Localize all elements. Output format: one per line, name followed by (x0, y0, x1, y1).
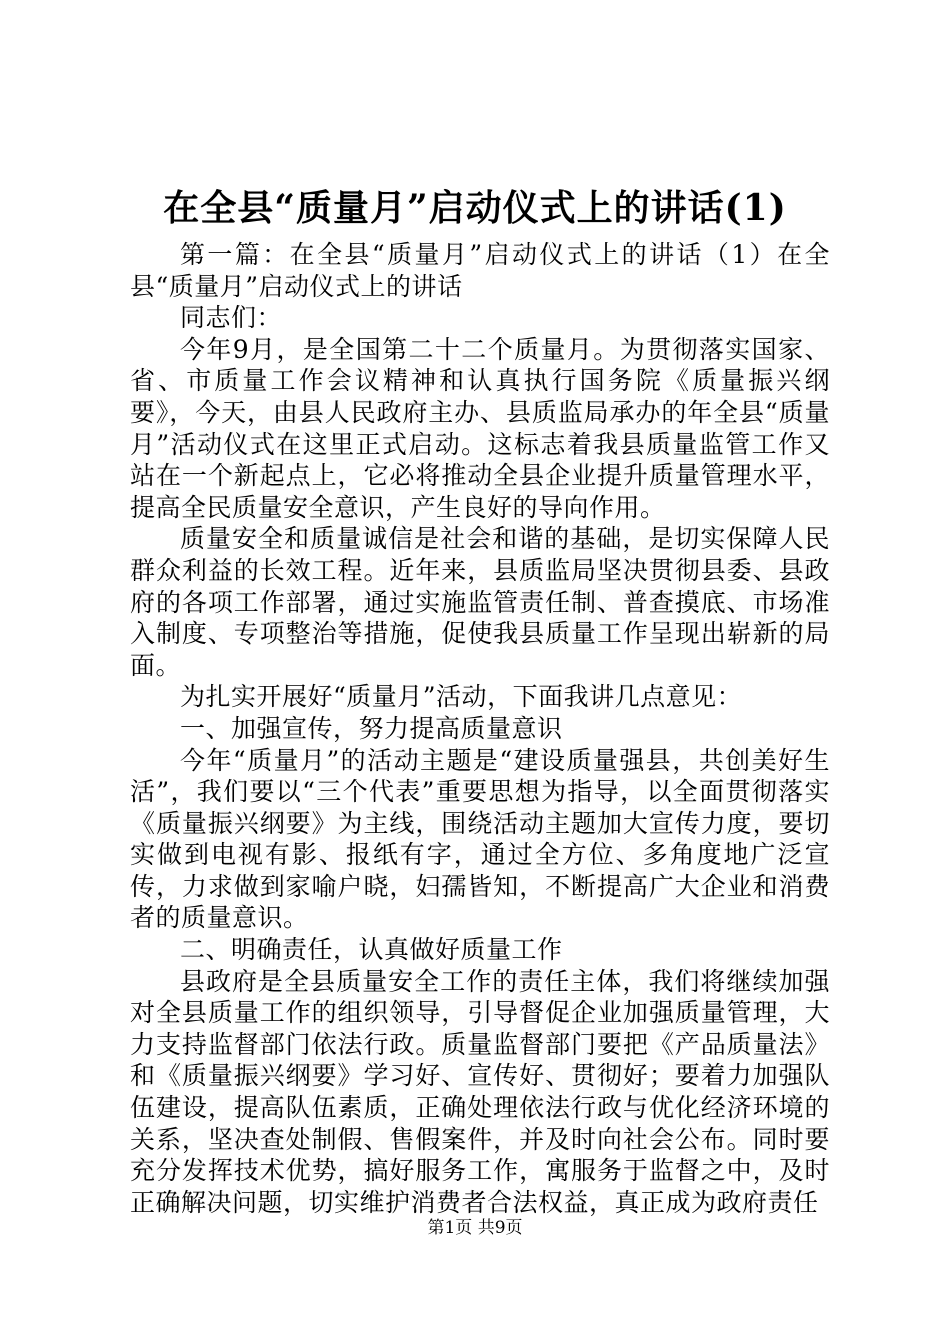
document-body (130, 239, 830, 1218)
paragraph: 县政府是全县质量安全工作的责任主体，我们将继续加强对全县质量工作的组织领导，引导督促企业加强质量管理，大力支持监督部门依法行政。质量监督部门要把《产品质量法》和《质量振兴纲要》学习好、宣传好、贯彻好；要着力加强队伍建设，提高队伍素质，正确处理依法行政与优化经济环境的关系，坚决查处制假、售假案件，并及时向社会公布。同时要充分发挥技术优势，搞好服务工作，寓服务于监督之中，及时正确解决问题，切实维护消费者合法权益，真正成为政府责任 (130, 966, 830, 1217)
document-title: 在全县“质量月”启动仪式上的讲话(1) (163, 187, 787, 229)
paragraph: 今年“质量月”的活动主题是“建设质量强县，共创美好生活”，我们要以“三个代表”重要思想为指导，以全面贯彻落实《质量振兴纲要》为主线，围绕活动主题加大宣传力度，要切实做到电视有影、报纸有字，通过全方位、多角度地广泛宣传，力求做到家喻户晓，妇孺皆知，不断提高广大企业和消费者的质量意识。 (130, 745, 830, 933)
page-footer: 第1页 共9页 (427, 1218, 523, 1238)
paragraph: 质量安全和质量诚信是社会和谐的基础，是切实保障人民群众利益的长效工程。近年来，县质监局坚决贯彻县委、县政府的各项工作部署，通过实施监管责任制、普查摸底、市场准入制度、专项整治等措施，促使我县质量工作呈现出崭新的局面。 (130, 524, 830, 680)
section-heading: 一、加强宣传，努力提高质量意识 (180, 713, 563, 743)
paragraph-intro: 第一篇：在全县“质量月”启动仪式上的讲话（1）在全县“质量月”启动仪式上的讲话 (130, 240, 830, 301)
section-heading: 二、明确责任，认真做好质量工作 (180, 935, 563, 965)
paragraph: 今年9月，是全国第二十二个质量月。为贯彻落实国家、省、市质量工作会议精神和认真执行国务院《质量振兴纲要》，今天，由县人民政府主办、县质监局承办的年全县“质量月”活动仪式在这里正式启动。这标志着我县质量监管工作又站在一个新起点上，它必将推动全县企业提升质量管理水平，提高全民质量安全意识，产生良好的导向作用。 (130, 334, 830, 522)
paragraph: 为扎实开展好“质量月”活动，下面我讲几点意见： (180, 682, 743, 712)
paragraph-salutation: 同志们： (180, 303, 283, 333)
